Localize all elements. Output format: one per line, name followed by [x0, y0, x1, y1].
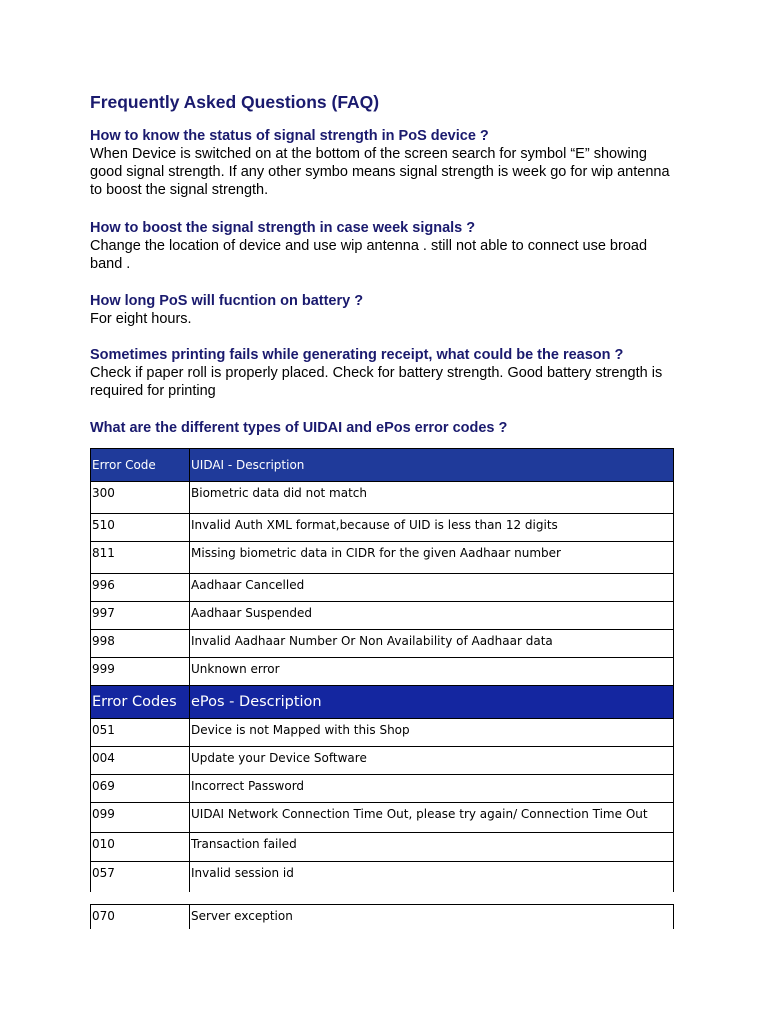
table-row — [91, 630, 674, 658]
faq-question: What are the different types of UIDAI and ePos error codes ? — [90, 420, 508, 436]
description-cell: Incorrect Password — [190, 775, 674, 803]
faq-question: How to boost the signal strength in case week signals ? — [90, 220, 476, 236]
error-code-cell: 010 — [91, 833, 190, 862]
description-cell: Aadhaar Suspended — [190, 602, 674, 630]
description-cell: Biometric data did not match — [190, 482, 674, 514]
faq-item — [90, 346, 690, 400]
table-row — [91, 905, 674, 929]
error-code-cell: 997 — [91, 602, 190, 630]
error-code-cell: 996 — [91, 574, 190, 602]
error-code-cell: 099 — [91, 803, 190, 833]
column-header: UIDAI - Description — [190, 449, 674, 482]
table-row — [91, 803, 674, 833]
faq-question: How long PoS will fucntion on battery ? — [90, 293, 364, 309]
table-row — [91, 862, 674, 892]
description-cell: UIDAI Network Connection Time Out, please try again/ Connection Time Out — [190, 803, 674, 833]
error-code-cell: 051 — [91, 719, 190, 747]
faq-item — [90, 419, 690, 437]
faq-question: How to know the status of signal strength in PoS device ? — [90, 128, 489, 144]
faq-answer: When Device is switched on at the bottom of the screen search for symbol “E” showing good signal strength. If any other symbo means signal strength is week go for wip antenna to boost the signal strength. — [90, 146, 670, 198]
error-code-cell: 057 — [91, 862, 190, 892]
error-code-cell: 069 — [91, 775, 190, 803]
description-cell: Aadhaar Cancelled — [190, 574, 674, 602]
error-code-cell: 300 — [91, 482, 190, 514]
description-cell: Invalid Auth XML format,because of UID is less than 12 digits — [190, 514, 674, 542]
faq-answer: Change the location of device and use wip antenna . still not able to connect use broad band . — [90, 238, 648, 272]
description-cell: Invalid Aadhaar Number Or Non Availability of Aadhaar data — [190, 630, 674, 658]
description-cell: Unknown error — [190, 658, 674, 686]
table-row — [91, 602, 674, 630]
description-cell: Update your Device Software — [190, 747, 674, 775]
error-code-cell: 004 — [91, 747, 190, 775]
table-row — [91, 658, 674, 686]
table-row — [91, 747, 674, 775]
table-row — [91, 514, 674, 542]
page-title: Frequently Asked Questions (FAQ) — [90, 92, 380, 112]
table-row — [91, 574, 674, 602]
table-row — [91, 719, 674, 747]
faq-item — [90, 219, 690, 273]
error-code-cell: 510 — [91, 514, 190, 542]
table-row — [91, 482, 674, 514]
description-cell: Missing biometric data in CIDR for the given Aadhaar number — [190, 542, 674, 574]
description-cell: Device is not Mapped with this Shop — [190, 719, 674, 747]
table-header-row — [91, 449, 674, 482]
table-header-row — [91, 686, 674, 719]
table-row — [91, 833, 674, 862]
description-cell: Invalid session id — [190, 862, 674, 892]
error-codes-table — [90, 448, 674, 892]
error-code-cell: 811 — [91, 542, 190, 574]
error-code-cell: 070 — [91, 905, 190, 929]
description-cell: Server exception — [190, 905, 674, 929]
error-code-cell: 998 — [91, 630, 190, 658]
error-codes-table-continued — [90, 904, 674, 929]
column-header: ePos - Description — [190, 686, 674, 719]
table-row — [91, 542, 674, 574]
faq-item — [90, 292, 690, 328]
faq-item — [90, 127, 690, 199]
error-code-cell: 999 — [91, 658, 190, 686]
faq-answer: For eight hours. — [90, 311, 192, 327]
column-header: Error Codes — [91, 686, 190, 719]
description-cell: Transaction failed — [190, 833, 674, 862]
column-header: Error Code — [91, 449, 190, 482]
faq-question: Sometimes printing fails while generating receipt, what could be the reason ? — [90, 347, 624, 363]
faq-answer: Check if paper roll is properly placed. Check for battery strength. Good battery strength is required for printing — [90, 365, 663, 399]
table-row — [91, 775, 674, 803]
